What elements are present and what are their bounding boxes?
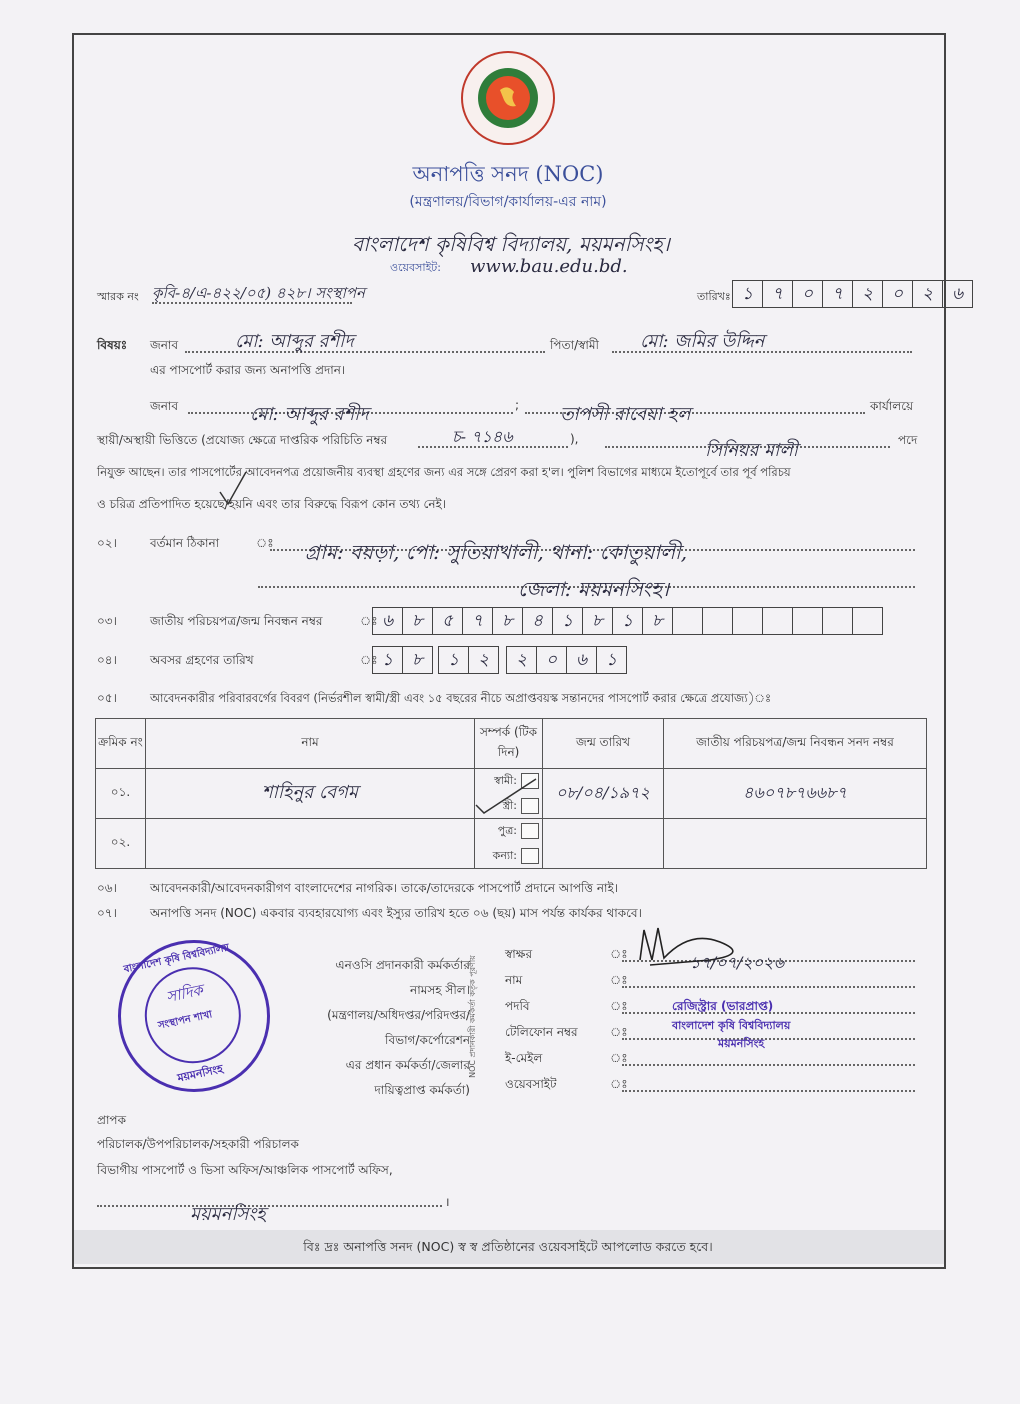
field-colon: ঃ <box>610 999 628 1013</box>
father-name: মো: জমির উদ্দিন <box>640 331 765 352</box>
signature-date: ১৭/০৭/২০২৬ <box>690 953 784 972</box>
row-name: শাহিনুর বেগম <box>146 769 475 819</box>
digit-box: ৭ <box>763 281 793 307</box>
subject-janab: জনাব <box>150 338 179 352</box>
digit-box: ০ <box>537 647 567 673</box>
digit-box <box>793 608 823 634</box>
signatory-description-line: নামসহ সীল। <box>410 983 470 997</box>
row-nid <box>664 819 927 869</box>
vertical-noc-label: NOC প্রদানকারী কর্মকর্তা কর্তৃক পূরণীয় <box>467 955 477 1078</box>
document-title: অনাপত্তি সনদ (NOC) <box>412 162 604 186</box>
digit-box: ০ <box>883 281 913 307</box>
office-suffix: কার্যালয়ে <box>870 399 914 413</box>
field-colon: ঃ <box>610 947 628 961</box>
retirement-year-boxes <box>506 646 627 674</box>
subject-label: বিষয়ঃ <box>97 338 128 352</box>
signatory-field-label: পদবি <box>505 999 530 1013</box>
digit-box: ২ <box>913 281 943 307</box>
issue-date-boxes <box>732 280 973 308</box>
digit-box: ৮ <box>643 608 673 634</box>
row-dob: ০৮/০৪/১৯৭২ <box>543 769 664 819</box>
relation-daughter-label: কন্যা: <box>492 848 517 862</box>
item-07-num: ০৭। <box>97 906 117 920</box>
field-colon: ঃ <box>610 1077 628 1091</box>
item-06-num: ০৬। <box>97 881 117 895</box>
digit-box <box>823 608 853 634</box>
body-line4: ও চরিত্র প্রতিপাদিত হয়েছে/হয়নি এবং তার বিরুদ্ধে বিরূপ কোন তথ্য নেই। <box>97 497 447 511</box>
subject-name: মো: আব্দুর রশীদ <box>235 331 354 352</box>
stamp-city: ময়মনসিংহ <box>718 1037 765 1050</box>
retirement-day-boxes <box>372 646 433 674</box>
row-serial: ০১. <box>96 769 146 819</box>
recipient-line1: পরিচালক/উপপরিচালক/সহকারী পরিচালক <box>97 1137 299 1151</box>
digit-box: ২ <box>853 281 883 307</box>
address-line1: গ্রাম: বয়ড়া, পো: সুতিয়াখালী, থানা: কোতুয়ালী, <box>305 540 688 564</box>
digit-box <box>853 608 882 634</box>
digit-box: ৮ <box>411 650 424 670</box>
row-relation <box>475 819 543 869</box>
website-label: ওয়েবসাইট: <box>390 261 441 274</box>
recipient-city-line <box>97 1205 442 1207</box>
table-row <box>96 819 927 869</box>
document-subtitle: (মন্ত্রণালয়/বিভাগ/কার্যালয়-এর নাম) <box>409 194 607 210</box>
col-nid: জাতীয় পরিচয়পত্র/জন্ম নিবন্ধন সনদ নম্বর <box>664 719 927 769</box>
digit-box: ১ <box>439 647 469 673</box>
date-label: তারিখঃ <box>697 290 731 303</box>
row-nid: ৪৬০৭৮৭৬৬৮৭ <box>664 769 927 819</box>
digit-box: ৬ <box>373 608 403 634</box>
row-dob <box>543 819 664 869</box>
memo-number: কৃবি-৪/এ-৪২২/০৫) ৪২৮। সংস্থাপন <box>152 284 365 302</box>
digit-box: ৭ <box>823 281 853 307</box>
stamp-designation: রেজিস্ট্রার (ভারপ্রাপ্ত) <box>672 999 774 1013</box>
signatory-description <box>290 953 470 1103</box>
seal-ring-text: বাংলাদেশ কৃষি বিশ্ববিদ্যালয় <box>122 942 231 976</box>
digit-box: ০ <box>793 281 823 307</box>
signatory-description-line: এর প্রধান কর্মকর্তা/জেলার <box>345 1058 470 1072</box>
digit-box: ৮ <box>403 608 433 634</box>
seal-bottom-text: ময়মনসিংহ <box>176 1062 225 1085</box>
digit-box: ১ <box>605 650 618 670</box>
digit-box: ১ <box>733 281 763 307</box>
body-name: মো: আব্দুর রশীদ <box>250 404 369 425</box>
institution-name: বাংলাদেশ কৃষিবিশ্ব বিদ্যালয়, ময়মনসিংহ। <box>352 232 670 256</box>
checkmark-icon <box>218 470 248 506</box>
field-colon: ঃ <box>610 1025 628 1039</box>
body-semicolon: ; <box>515 398 520 412</box>
col-serial: ক্রমিক নং <box>96 719 146 769</box>
digit-box <box>673 608 703 634</box>
digit-box: ২ <box>507 647 537 673</box>
field-colon: ঃ <box>610 973 628 987</box>
signatory-field-label: ই-মেইল <box>505 1051 543 1065</box>
item-03-num: ০৩। <box>97 614 117 628</box>
designation: সিনিয়র মালী <box>705 440 798 461</box>
address-line2: জেলা: ময়মনসিংহ। <box>518 577 669 601</box>
digit-box: ৬ <box>567 647 597 673</box>
signatory-description-line: এনওসি প্রদানকারী কর্মকর্তার <box>335 958 470 972</box>
designation-suffix: পদে <box>898 433 918 447</box>
item-03-colon: ঃ <box>360 614 378 628</box>
stamp-institution: বাংলাদেশ কৃষি বিশ্ববিদ্যালয় <box>672 1019 791 1032</box>
signatory-description-line: দায়িত্বপ্রাপ্ত কর্মকর্তা) <box>374 1083 470 1097</box>
digit-box: ৫ <box>433 608 463 634</box>
seal-sign: সাদিক <box>164 980 205 1007</box>
paren-close: ), <box>570 432 579 446</box>
digit-box: ১ <box>373 647 403 673</box>
recipient-heading: প্রাপক <box>97 1113 126 1127</box>
digit-box: ২ <box>477 650 490 670</box>
digit-box: ৬ <box>951 284 964 304</box>
digit-box: ৭ <box>463 608 493 634</box>
digit-box: ৮ <box>583 608 613 634</box>
item-02-num: ০২। <box>97 536 117 550</box>
relation-husband-label: স্বামী: <box>494 773 517 787</box>
father-label: পিতা/স্বামী <box>550 338 599 352</box>
son-checkbox[interactable] <box>521 823 539 839</box>
col-dob: জন্ম তারিখ <box>543 719 664 769</box>
nid-number-boxes <box>372 607 883 635</box>
table-header-row <box>96 719 927 769</box>
signatory-field-label: স্বাক্ষর <box>505 947 533 961</box>
wife-checkmark-icon <box>472 775 542 815</box>
signatory-description-line: বিভাগ/কর্পোরেশন <box>385 1033 470 1047</box>
digit-box <box>763 608 793 634</box>
item-02-label: বর্তমান ঠিকানা <box>150 536 220 550</box>
signatory-field-label: নাম <box>505 973 523 987</box>
memo-label: স্মারক নং <box>97 290 139 303</box>
field-colon: ঃ <box>610 1051 628 1065</box>
seal-center-text: সংস্থাপন শাখা <box>157 1009 214 1032</box>
item-07-label: অনাপত্তি সনদ (NOC) একবার ব্যবহারযোগ্য এবং ইস্যুর তারিখ হতে ০৬ (ছয়) মাস পর্যন্ত কার্যকর থাকবে। <box>150 906 642 920</box>
signatory-field-line <box>622 1090 915 1092</box>
recipient-line2: বিভাগীয় পাসপোর্ট ও ভিসা অফিস/আঞ্চলিক পাসপোর্ট অফিস, <box>97 1163 393 1177</box>
item-05-label: আবেদনকারীর পরিবারবর্গের বিবরণ (নির্ভরশীল স্বামী/স্ত্রী এবং ১৫ বছরের নীচে অপ্রাপ্তবয়স্ক সন্তানদের পাসপোর্ট করার ক্ষেত্রে প্রযোজ্য)ঃ <box>150 691 772 705</box>
signatory-field-line <box>622 1038 915 1040</box>
body-janab: জনাব <box>150 399 179 413</box>
signatory-field-label: টেলিফোন নম্বর <box>505 1025 578 1039</box>
digit-box: ১ <box>613 608 643 634</box>
retirement-month-boxes <box>438 646 499 674</box>
item-02-colon: ঃ <box>256 536 274 550</box>
digit-box: ৪ <box>523 608 553 634</box>
signatory-description-line: (মন্ত্রণালয়/অধিদপ্তর/পরিদপ্তর/ <box>327 1008 470 1022</box>
official-id-number: চ- ৭১৪৬ <box>452 427 513 446</box>
relation-wife-label: স্ত্রী: <box>502 798 517 812</box>
digit-box: ৮ <box>493 608 523 634</box>
body-office: তাপসী রাবেয়া হল <box>560 404 691 425</box>
col-name: নাম <box>146 719 475 769</box>
signatory-field-label: ওয়েবসাইট <box>505 1077 557 1091</box>
digit-box: ১ <box>553 608 583 634</box>
item-06-label: আবেদনকারী/আবেদনকারীগণ বাংলাদেশের নাগরিক। তাকে/তাদেরকে পাসপোর্ট প্রদানে আপত্তি নাই। <box>150 881 619 895</box>
item-04-num: ০৪। <box>97 653 117 667</box>
footer-note: বিঃ দ্রঃ অনাপত্তি সনদ (NOC) স্ব স্ব প্রতিষ্ঠানের ওয়েবসাইটে আপলোড করতে হবে। <box>303 1239 713 1254</box>
daughter-checkbox[interactable] <box>521 848 539 864</box>
row-serial: ০২. <box>96 819 146 869</box>
relation-son-label: পুত্র: <box>497 823 517 837</box>
item-04-colon: ঃ <box>360 653 378 667</box>
subject-line2: এর পাসপোর্ট করার জন্য অনাপত্তি প্রদান। <box>150 363 346 377</box>
body-line2-prefix: স্থায়ী/অস্থায়ী ভিত্তিতে (প্রযোজ্য ক্ষেত্রে দাপ্তরিক পরিচিতি নম্বর <box>97 433 388 447</box>
item-04-label: অবসর গ্রহণের তারিখ <box>150 653 254 667</box>
digit-box <box>733 608 763 634</box>
body-line3: নিযুক্ত আছেন। তার পাসপোর্টের আবেদনপত্র প্রয়োজনীয় ব্যবস্থা গ্রহণের জন্য এর সঙ্গে প্রেরণ করা হ'ল। পুলিশ বিভাগের মাধ্যমে ইতোপূর্বে তার পূর্ব পরিচয় <box>97 465 791 479</box>
recipient-city: ময়মনসিংহ <box>190 1204 266 1225</box>
col-relation: সম্পর্ক (টিক দিন) <box>475 719 543 769</box>
item-05-num: ০৫। <box>97 691 117 705</box>
signatory-field-line <box>622 1064 915 1066</box>
digit-box <box>703 608 733 634</box>
item-03-label: জাতীয় পরিচয়পত্র/জন্ম নিবন্ধন নম্বর <box>150 614 323 628</box>
government-emblem <box>460 50 556 146</box>
signatory-field-line <box>622 986 915 988</box>
recipient-dari: । <box>445 1195 450 1209</box>
website-value: www.bau.edu.bd. <box>470 256 628 277</box>
row-name <box>146 819 475 869</box>
